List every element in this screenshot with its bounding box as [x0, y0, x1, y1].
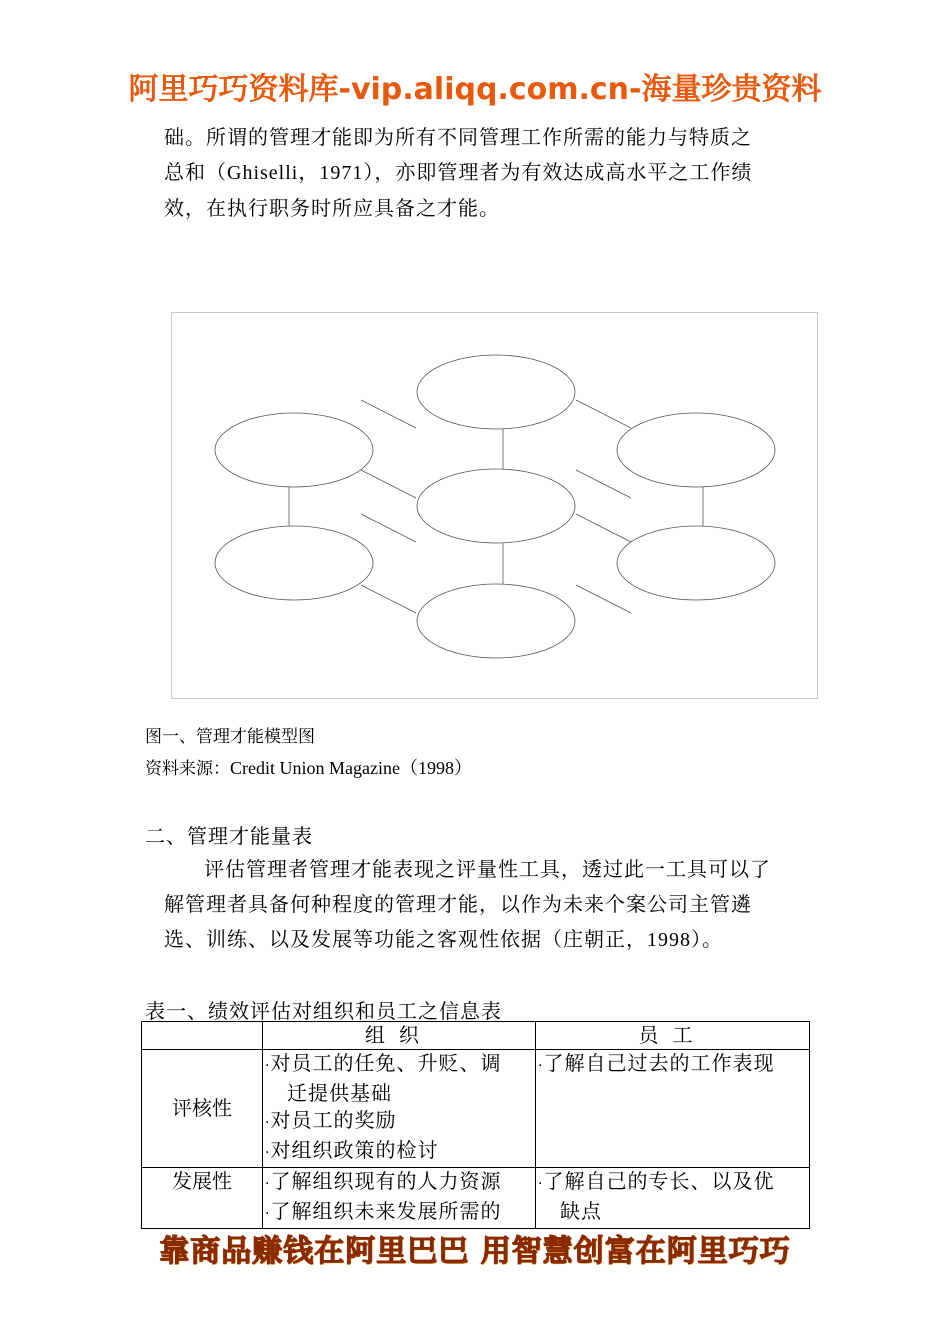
intro-line-2: 总和（Ghiselli，1971），亦即管理者为有效达成高水平之工作绩	[164, 160, 753, 184]
emp-cell	[536, 1050, 810, 1168]
bullet-item: ·对员工的奖励	[265, 1108, 397, 1132]
header-cell-empty	[142, 1022, 263, 1050]
ellipse-top	[417, 355, 575, 429]
model-diagram	[172, 313, 819, 700]
bullet-item-continued: 缺点	[560, 1199, 602, 1223]
row-label: 发展性	[142, 1168, 263, 1229]
section-title: 二、管理才能量表	[145, 824, 313, 848]
ellipse-center	[417, 469, 575, 543]
bullet-item: ·了解组织未来发展所需的	[265, 1199, 502, 1223]
table-row	[142, 1168, 810, 1229]
figure-source: 资料来源：Credit Union Magazine（1998）	[145, 758, 472, 779]
ellipse-left-upper	[215, 413, 373, 487]
diag-2	[576, 400, 631, 428]
header-cell-org: 组织	[263, 1022, 536, 1050]
bullet-item: ·了解组织现有的人力资源	[265, 1169, 502, 1193]
header-cell-emp: 员工	[536, 1022, 810, 1050]
ellipse-right-lower	[617, 526, 775, 600]
section-line-2: 解管理者具备何种程度的管理才能，以作为未来个案公司主管遴	[164, 892, 752, 916]
info-table	[141, 1021, 810, 1229]
intro-paragraph	[164, 120, 814, 226]
bullet-item: ·对组织政策的检讨	[265, 1138, 439, 1162]
section-paragraph	[164, 852, 814, 958]
ellipse-right-upper	[617, 413, 775, 487]
org-cell	[263, 1168, 536, 1229]
management-competency-model-figure	[171, 312, 818, 699]
diag-8	[576, 585, 631, 613]
bullet-item: ·了解自己的专长、以及优	[538, 1169, 775, 1193]
bullet-item-continued: 迁提供基础	[287, 1081, 392, 1105]
diag-4	[576, 470, 631, 498]
table-row	[142, 1050, 810, 1168]
table-title: 表一、绩效评估对组织和员工之信息表	[145, 999, 502, 1023]
ellipse-left-lower	[215, 526, 373, 600]
diag-5	[361, 514, 416, 542]
diag-6	[576, 514, 631, 542]
bullet-item: ·对员工的任免、升贬、调	[265, 1051, 502, 1075]
section-line-3: 选、训练、以及发展等功能之客观性依据（庄朝正，1998）。	[164, 927, 723, 951]
org-cell	[263, 1050, 536, 1168]
row-label: 评核性	[142, 1050, 263, 1168]
figure-caption: 图一、管理才能模型图	[145, 727, 315, 747]
section-line-1: 评估管理者管理才能表现之评量性工具，透过此一工具可以了	[204, 857, 771, 881]
emp-cell	[536, 1168, 810, 1229]
header-banner: 阿里巧巧资料库-vip.aliqq.com.cn-海量珍贵资料	[128, 72, 822, 107]
intro-line-3: 效，在执行职务时所应具备之才能。	[164, 196, 500, 220]
diag-3	[361, 470, 416, 498]
footer-banner: 靠商品赚钱在阿里巴巴 用智慧创富在阿里巧巧	[159, 1234, 791, 1269]
ellipse-bottom	[417, 584, 575, 658]
diag-1	[361, 400, 416, 428]
intro-line-1: 础。所谓的管理才能即为所有不同管理工作所需的能力与特质之	[164, 125, 752, 149]
diag-7	[361, 585, 416, 613]
bullet-item: ·了解自己过去的工作表现	[538, 1051, 775, 1075]
table-header-row	[142, 1022, 810, 1050]
